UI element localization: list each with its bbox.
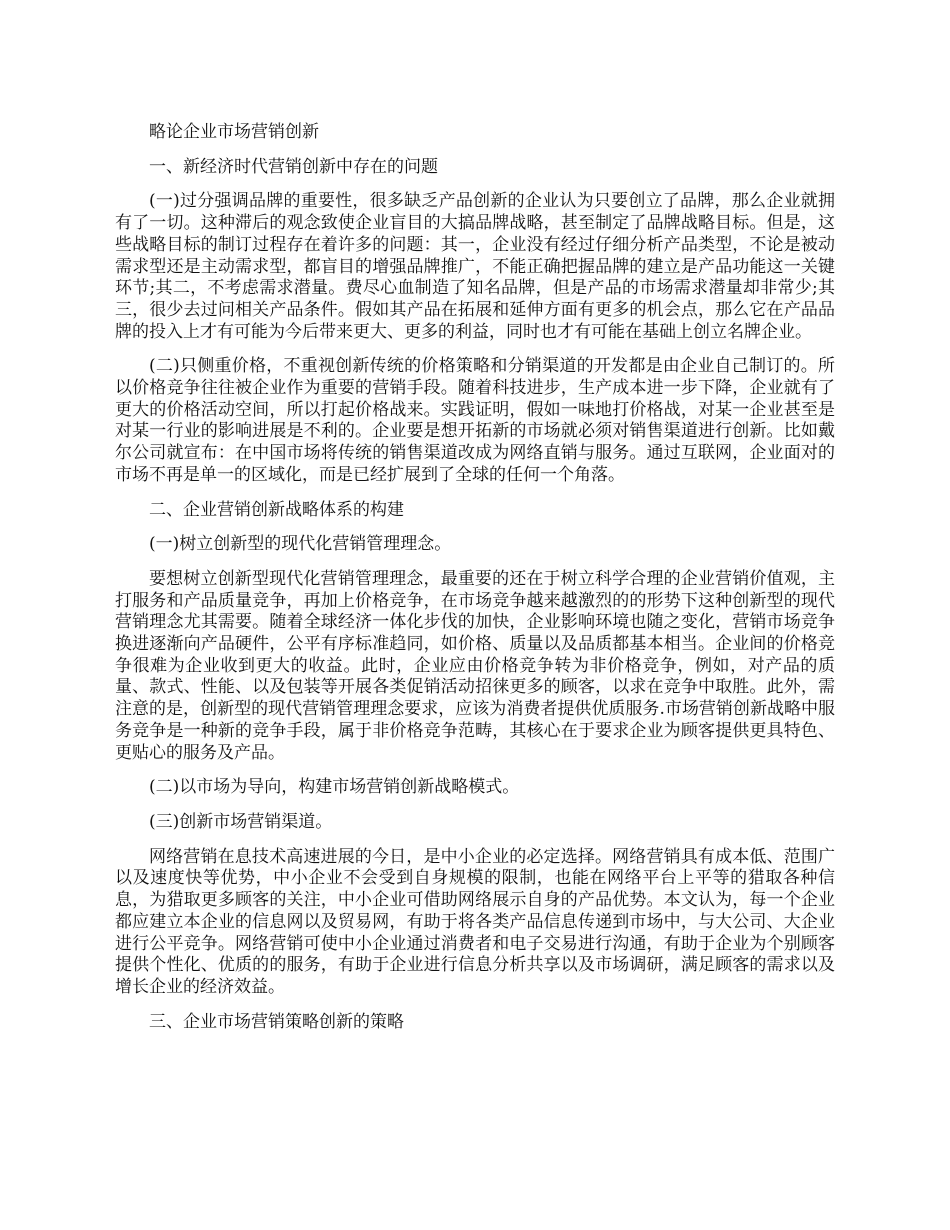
document-title: 略论企业市场营销创新 xyxy=(149,122,319,142)
subsection-heading: (三)创新市场营销渠道。 xyxy=(149,811,333,832)
body-paragraph: 网络营销在息技术高速进展的今日，是中小企业的必定选择。网络营销具有成本低、范围广以及速度快等优势，中小企业不会受到自身规模的限制，也能在网络平台上平等的猎取各种信息，为猎取更多顾客的关注，中小企业可借助网络展示自身的产品优势。本文认为，每一个企业都应建立本企业的信息网以及贸易网，有助于将各类产品信息传递到市场中，与大公司、大企业进行公平竞争。网络营销可使中小企业通过消费者和电子交易进行沟通，有助于企业为个别顾客提供个性化、优质的的服务，有助于企业进行信息分析共享以及市场调研，满足顾客的需求以及增长企业的经济效益。 xyxy=(115,846,835,997)
subsection-heading: (二)以市场为导向，构建市场营销创新战略模式。 xyxy=(149,777,520,798)
section-heading: 三、企业市场营销策略创新的策略 xyxy=(149,1011,404,1032)
document-page xyxy=(115,122,835,1046)
body-paragraph: (二)只侧重价格，不重视创新传统的价格策略和分销渠道的开发都是由企业自己制订的。所以价格竞争往往被企业作为重要的营销手段。随着科技进步，生产成本进一步下降，企业就有了更大的价格活动空间，所以打起价格战来。实践证明，假如一味地打价格战，对某一企业甚至是对某一行业的影响进展是不利的。企业要是想开拓新的市场就必须对销售渠道进行创新。比如戴尔公司就宣布：在中国市场将传统的销售渠道改成为网络直销与服务。通过互联网，企业面对的市场不再是单一的区域化，而是已经扩展到了全球的任何一个角落。 xyxy=(115,356,835,485)
section-heading: 二、企业营销创新战略体系的构建 xyxy=(149,499,404,520)
body-paragraph: (一)过分强调品牌的重要性，很多缺乏产品创新的企业认为只要创立了品牌，那么企业就拥有了一切。这种滞后的观念致使企业盲目的大搞品牌战略，甚至制定了品牌战略目标。但是，这些战略目标的制订过程存在着许多的问题：其一，企业没有经过仔细分析产品类型，不论是被动需求型还是主动需求型，都盲目的增强品牌推广，不能正确把握品牌的建立是产品功能这一关键环节;其二，不考虑需求潜量。费尽心血制造了知名品牌，但是产品的市场需求潜量却非常少;其三，很少去过问相关产品条件。假如其产品在拓展和延伸方面有更多的机会点，那么它在产品品牌的投入上才有可能为今后带来更大、更多的利益，同时也才有可能在基础上创立名牌企业。 xyxy=(115,191,835,342)
body-paragraph: 要想树立创新型现代化营销管理理念，最重要的还在于树立科学合理的企业营销价值观，主打服务和产品质量竞争，再加上价格竞争，在市场竞争越来越激烈的的形势下这种创新型的现代营销理念尤其需要。随着全球经济一体化步伐的加快，企业影响环境也随之变化，营销市场竞争换进逐渐向产品硬件，公平有序标准趋同，如价格、质量以及品质都基本相当。企业间的价格竞争很难为企业收到更大的收益。此时，企业应由价格竞争转为非价格竞争，例如，对产品的质量、款式、性能、以及包装等开展各类促销活动招徕更多的顾客，以求在竞争中取胜。此外，需注意的是，创新型的现代营销管理理念要求，应该为消费者提供优质服务.市场营销创新战略中服务竞争是一种新的竞争手段，属于非价格竞争范畴，其核心在于要求企业为顾客提供更具特色、更贴心的服务及产品。 xyxy=(115,568,835,763)
section-heading: 一、新经济时代营销创新中存在的问题 xyxy=(149,156,438,177)
subsection-heading: (一)树立创新型的现代化营销管理理念。 xyxy=(149,534,452,555)
